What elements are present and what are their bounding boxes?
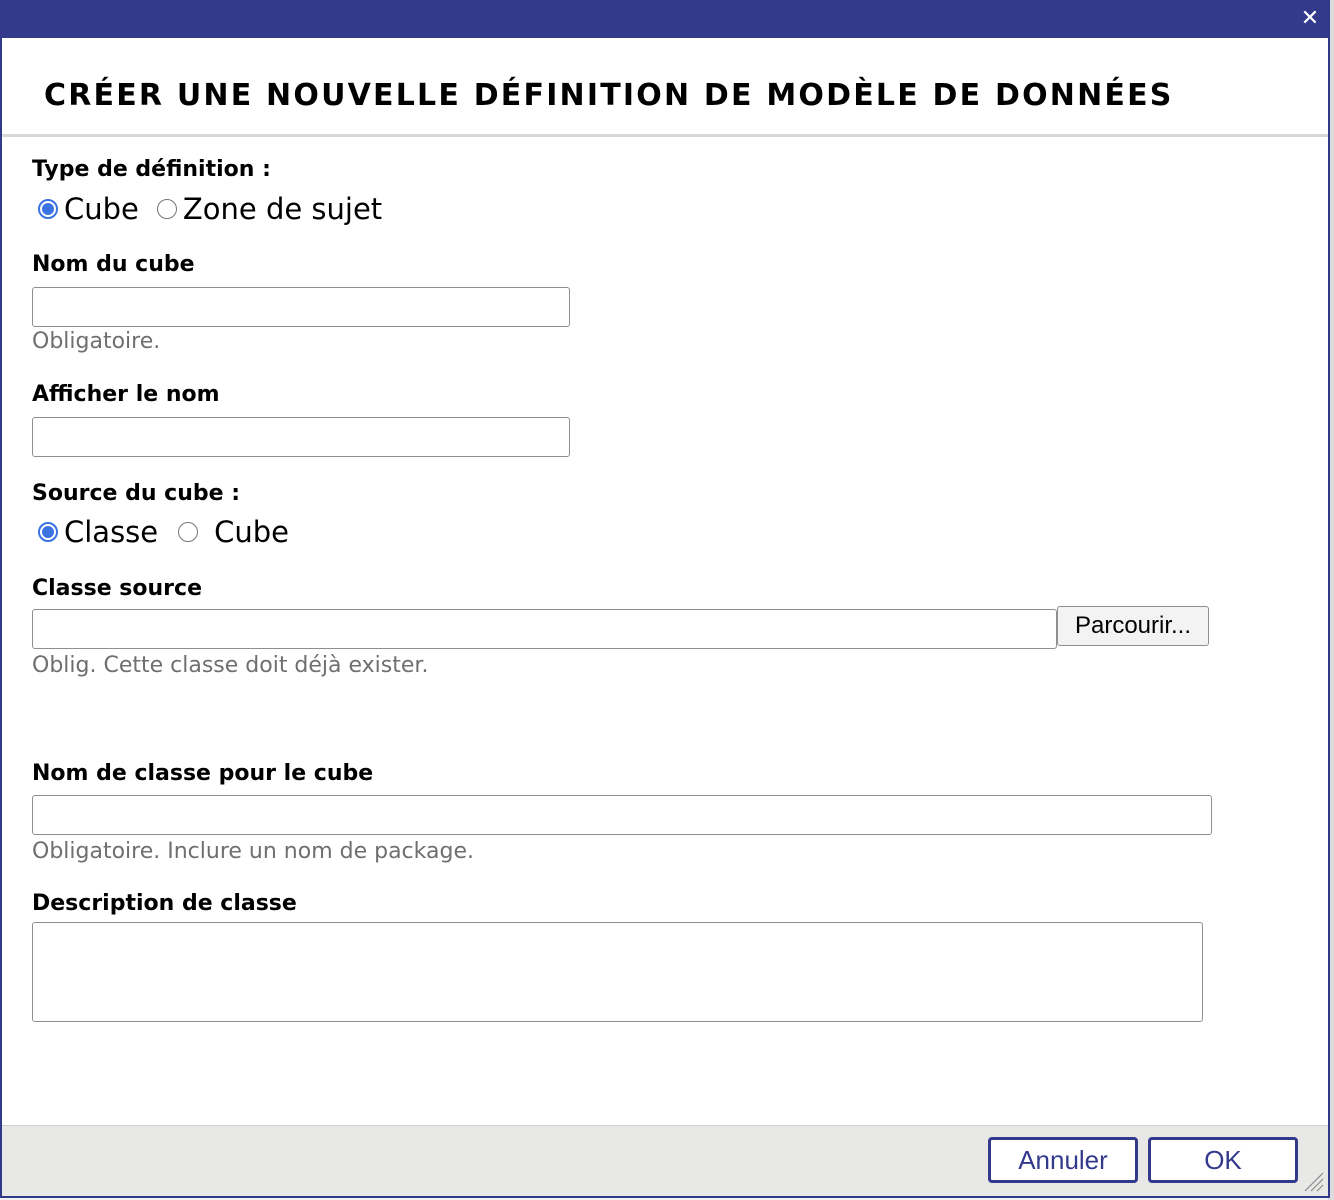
cancel-button[interactable]: Annuler bbox=[988, 1137, 1138, 1183]
cube-name-input[interactable] bbox=[32, 287, 570, 327]
cube-class-name-input[interactable] bbox=[32, 795, 1212, 835]
browse-button[interactable]: Parcourir... bbox=[1057, 606, 1209, 646]
definition-type-label: Type de définition : bbox=[32, 157, 271, 182]
display-name-label: Afficher le nom bbox=[32, 382, 220, 407]
cube-name-hint: Obligatoire. bbox=[32, 329, 161, 354]
radio-cube-label[interactable]: Cube bbox=[64, 192, 139, 226]
class-description-label: Description de classe bbox=[32, 891, 297, 916]
cube-source-label: Source du cube : bbox=[32, 481, 240, 506]
dialog-resize-grip-icon[interactable] bbox=[1302, 1170, 1324, 1192]
dialog-title: CRÉER UNE NOUVELLE DÉFINITION DE MODÈLE DE DONNÉES bbox=[44, 78, 1174, 113]
display-name-input[interactable] bbox=[32, 417, 570, 457]
source-class-input[interactable] bbox=[32, 609, 1057, 649]
radio-class[interactable] bbox=[38, 522, 58, 542]
dialog-header bbox=[2, 38, 1328, 137]
definition-type-radio-group bbox=[38, 191, 400, 227]
source-class-hint: Oblig. Cette classe doit déjà exister. bbox=[32, 653, 429, 678]
radio-cube[interactable] bbox=[38, 199, 58, 219]
dialog-titlebar bbox=[2, 2, 1328, 38]
radio-class-label[interactable]: Classe bbox=[64, 515, 159, 549]
radio-source-cube-label[interactable]: Cube bbox=[214, 515, 290, 549]
close-icon[interactable]: ✕ bbox=[1300, 6, 1320, 31]
source-class-label: Classe source bbox=[32, 576, 202, 601]
radio-subject-area-label[interactable]: Zone de sujet bbox=[182, 192, 383, 226]
cube-class-name-hint: Obligatoire. Inclure un nom de package. bbox=[32, 839, 474, 864]
dialog-footer bbox=[2, 1125, 1328, 1196]
class-description-textarea[interactable] bbox=[32, 922, 1203, 1022]
radio-subject-area[interactable] bbox=[157, 199, 177, 219]
radio-source-cube[interactable] bbox=[178, 522, 198, 542]
cube-class-name-label: Nom de classe pour le cube bbox=[32, 761, 374, 786]
cube-name-label: Nom du cube bbox=[32, 252, 195, 277]
ok-button[interactable]: OK bbox=[1148, 1137, 1298, 1183]
cube-source-radio-group bbox=[38, 514, 307, 550]
